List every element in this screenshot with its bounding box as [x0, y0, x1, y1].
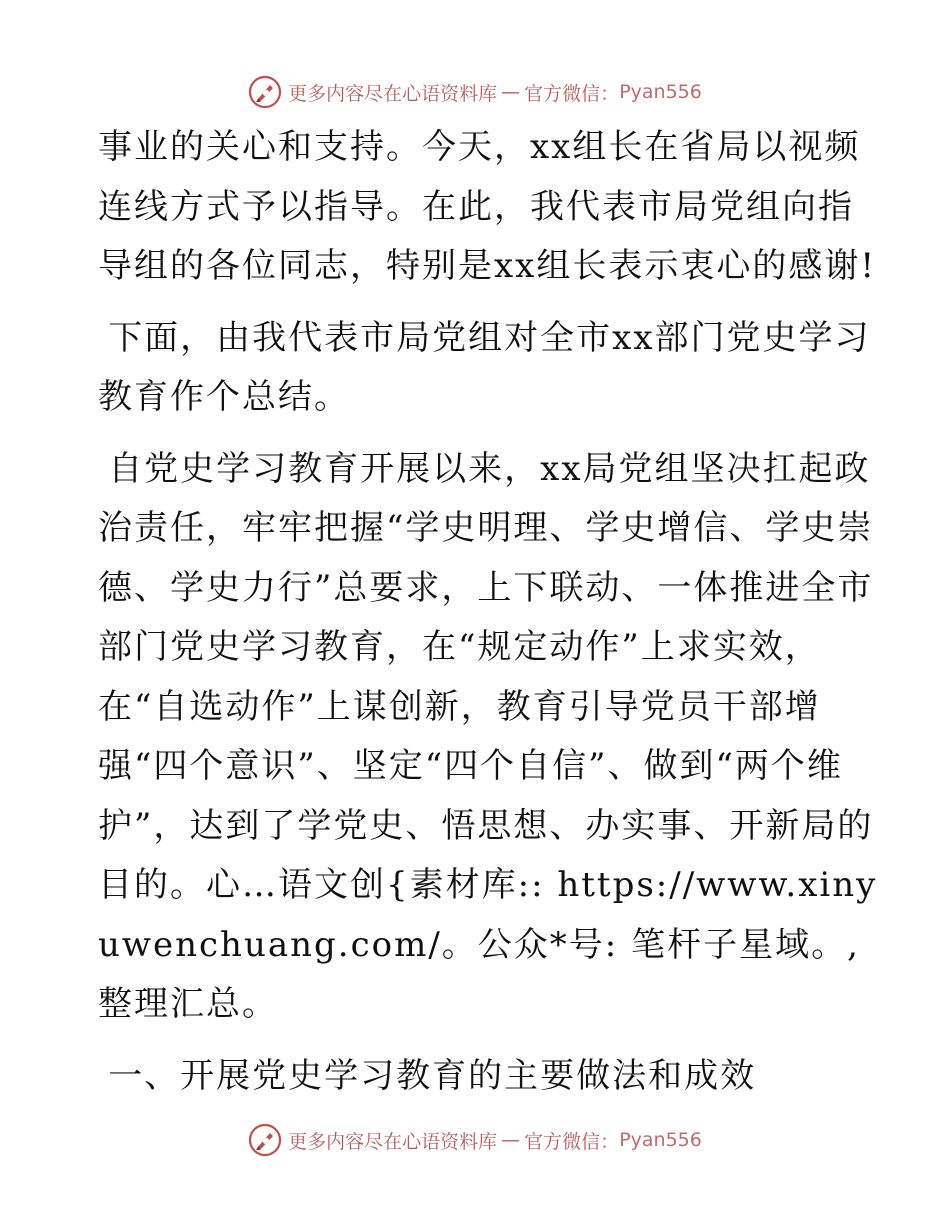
- banner-separator: —: [501, 1129, 521, 1151]
- paragraph-summary: 自党史学习教育开展以来，xx局党组坚决扛起政治责任，牢牢把握“学史明理、学史增信、学史崇德、学史力行”总要求，上下联动、一体推进全市部门党史学习教育，在“规定动作”上求实效，在“自选动作”上谋创新，教育引导党员干部增强“四个意识”、坚定“四个自信”、做到“两个维护”，达到了学党史、悟思想、办实事、开新局的目的。心…语文创{素材库:: https://www.xinyuwenchuang.com/。公众*号: 笔杆子星域。,整理汇总。: [98, 448, 878, 1024]
- banner-wechat-label: 官方微信：: [524, 1130, 620, 1153]
- pen-logo-icon: [248, 1123, 282, 1157]
- banner-wechat-label: 官方微信：: [524, 82, 620, 105]
- banner-site-text: 更多内容尽在心语资料库: [288, 82, 498, 105]
- banner-site-text: 更多内容尽在心语资料库: [288, 1130, 498, 1153]
- paragraph-intro: 下面，由我代表市局党组对全市xx部门党史学习教育作个总结。: [98, 317, 871, 417]
- banner-separator: —: [501, 81, 521, 103]
- header-watermark-banner: [0, 72, 950, 112]
- banner-wechat-id: Pyan556: [619, 81, 702, 103]
- pen-logo-icon: [248, 75, 282, 109]
- document-body: [98, 118, 878, 1118]
- footer-watermark-banner: [0, 1120, 950, 1160]
- paragraph-thanks: 事业的关心和支持。今天，xx组长在省局以视频连线方式予以指导。在此，我代表市局党组向指导组的各位同志，特别是xx组长表示衷心的感谢!: [98, 127, 877, 286]
- banner-wechat-id: Pyan556: [619, 1129, 702, 1151]
- section-heading: 一、开展党史学习教育的主要做法和成效: [108, 1055, 757, 1096]
